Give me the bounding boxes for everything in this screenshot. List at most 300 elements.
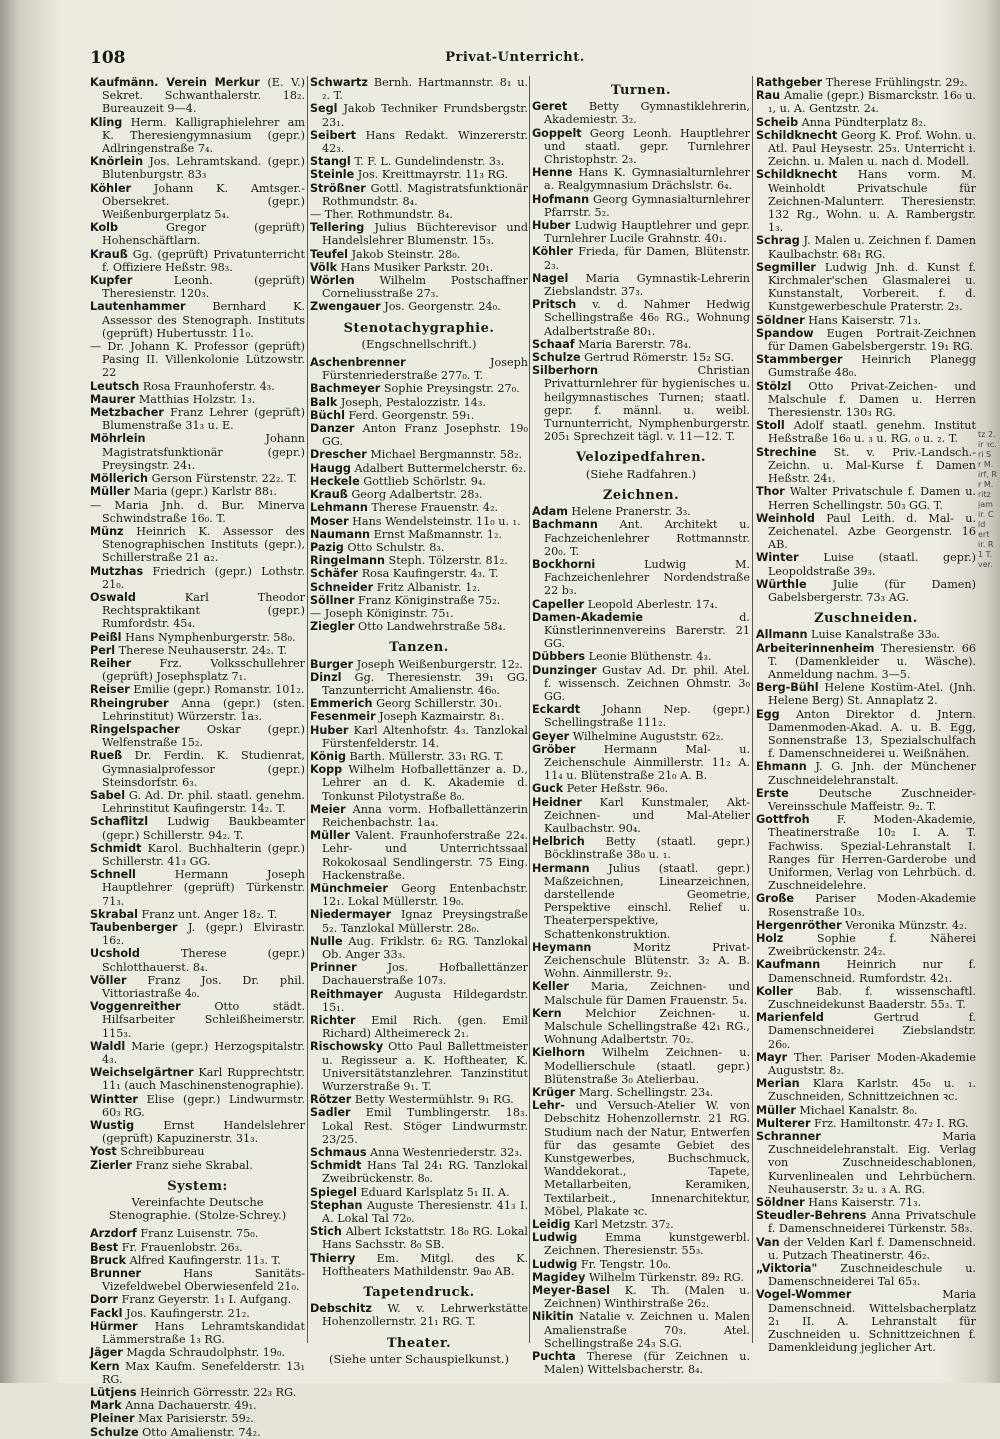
list-item: Strechine St. v. Priv.-Landsch.-Zeichn. u. Mal-Kurse f. Damen Heßstr. 24₁. bbox=[756, 445, 976, 486]
list-item bbox=[310, 102, 528, 128]
entry-name: Leidig bbox=[532, 1218, 571, 1232]
list-item bbox=[90, 1227, 305, 1240]
entry-text: Anna vorm. Hofballettänzerin Reichenbachstr. 1a₄. bbox=[322, 802, 528, 829]
list-item: Egg Anton Direktor d. Jntern. Damenmoden-Akad. A. u. B. Egg, Sonnenstraße 13, Spezialschulfach f. Damenschneiderei u. Weißnähen. bbox=[756, 707, 976, 761]
entry-name: Wörlen bbox=[310, 274, 355, 288]
entry-name: Krauß bbox=[90, 247, 128, 261]
entry-text: Heinrich K. Assessor des Stenographischen Instituts (gepr.), Schillerstraße 21 a₂. bbox=[102, 524, 305, 565]
section-heading: Turnen. bbox=[611, 83, 671, 98]
list-item: Müller Michael Kanalstr. 8₀. bbox=[756, 1103, 918, 1117]
list-item: Goppelt Georg Leonh. Hauptlehrer und staatl. gepr. Turnlehrer Christophstr. 2₃. bbox=[532, 126, 750, 167]
entry-text: Gottl. Magistratsfunktionär Rothmundstr. 8₄. bbox=[322, 181, 528, 208]
list-item: Kaufmann Heinrich nur f. Damenschneid. Rumfordstr. 42₁. bbox=[756, 958, 976, 985]
entry-text: Emil Rich. (gen. Emil Richard) Altheimereck 2₁. bbox=[322, 1014, 529, 1041]
entry-name: Söldner bbox=[756, 313, 805, 327]
entry-name: Multerer bbox=[756, 1116, 811, 1130]
list-item: Multerer Frz. Hamiltonstr. 47₂ I. RG. bbox=[756, 1116, 969, 1130]
entry-name: Tellering bbox=[310, 221, 365, 235]
list-item: Van der Velden Karl f. Damenschneid. u. Putzach Theatinerstr. 46₂. bbox=[756, 1235, 976, 1262]
entry-name: Gottfroh bbox=[756, 813, 810, 827]
list-item: Arbeiterinnenheim Theresienstr. 66 T. (Damenkleider u. Wäsche). Anmeldung nachm. 3—5. bbox=[756, 641, 976, 681]
entry-name: Schwartz bbox=[310, 76, 368, 89]
entry-text: Aug. Friklstr. 6₂ RG. Tanzlokal Ob. Anger 33₃. bbox=[322, 934, 528, 961]
entry-text: Betty Westermühlstr. 9₁ RG. bbox=[354, 1093, 514, 1107]
entry-name: Wintter bbox=[90, 1092, 138, 1106]
list-item bbox=[90, 789, 305, 815]
list-item: Schildknecht Hans vorm. M. Weinholdt Privatschule für Zeichnen-Malunterr. Theresienstr. 132 Rg., Wohn. u. A. Rambergstr. 1₃. bbox=[756, 168, 976, 235]
list-item: Segmiller Ludwig Jnh. d. Kunst f. Kirchmaler'schen Glasmalerei u. Kunstanstalt, Vorbereit. f. d. Kunstgewerbeschule Praterstr. 2₃. bbox=[756, 260, 976, 314]
list-item bbox=[90, 1159, 305, 1172]
entry-name: Balk bbox=[310, 395, 338, 409]
entry-name: Lehmann bbox=[310, 501, 368, 515]
entry-text: Franz Luisenstr. 75₀. bbox=[140, 1227, 259, 1241]
entry-text: Wilhelm Hofballettänzer a. D., Lehrer an d. K. Akademie d. Tonkunst Pilotystraße 8₀. bbox=[322, 763, 528, 803]
entry-text: Ignaz Preysingstraße 5₂. Tanzlokal Müllerstr. 28₀. bbox=[322, 908, 528, 935]
entry-name: Yost bbox=[90, 1145, 117, 1159]
entry-name: Winter bbox=[756, 551, 799, 565]
entry-name: Fackl bbox=[90, 1306, 123, 1320]
edge-fragment: ir. C bbox=[978, 510, 994, 519]
list-item bbox=[310, 1186, 528, 1199]
list-item bbox=[90, 644, 305, 657]
entry-name: Spandow bbox=[756, 326, 814, 340]
entry-name: „Viktoria" bbox=[756, 1262, 818, 1276]
list-item bbox=[90, 631, 305, 644]
entry-name: Mayr bbox=[756, 1050, 788, 1064]
entry-name: Schulze bbox=[532, 351, 581, 365]
list-item bbox=[310, 988, 528, 1014]
entry-text: Fritz Albanistr. 1₂. bbox=[376, 580, 481, 594]
list-item bbox=[90, 697, 305, 723]
entry-text: Emilie (gepr.) Romanstr. 101₂. bbox=[133, 683, 305, 697]
list-item bbox=[90, 472, 305, 485]
entry-text: Jos. Georgenstr. 24₀. bbox=[384, 300, 501, 314]
list-item: Huber Ludwig Hauptlehrer und gepr. Turnlehrer Lucile Grahnstr. 40₁. bbox=[532, 219, 750, 246]
list-item bbox=[310, 221, 528, 247]
list-item bbox=[310, 208, 528, 221]
list-item: Kern Melchior Zeichnen- u. Malschule Schellingstraße 42₁ RG., Wohnung Adalbertstr. 70₂. bbox=[532, 1006, 750, 1047]
edge-fragment: r M. bbox=[978, 480, 994, 489]
section-heading: Tanzen. bbox=[389, 640, 449, 656]
list-item bbox=[90, 406, 305, 432]
entry-text: Karol. Buchhalterin (gepr.) Schillerstr. 41₃ GG. bbox=[102, 841, 305, 868]
entry-text: Hans Tal 24₁ RG. Tanzlokal Zweibrückenstr. 8₀. bbox=[322, 1159, 528, 1186]
edge-fragment: 1 T. bbox=[978, 550, 993, 559]
entry-name: Nikitin bbox=[532, 1310, 574, 1324]
entry-name: Holz bbox=[756, 932, 784, 945]
entry-name: Kaufmänn. Verein Merkur bbox=[90, 76, 260, 89]
list-item bbox=[310, 671, 528, 697]
list-item bbox=[90, 182, 305, 222]
entry-name: Aschenbrenner bbox=[310, 356, 406, 370]
section-heading: Velozipedfahren. bbox=[575, 450, 707, 466]
list-item: Steudler-Behrens Anna Privatschule f. Damenschneiderei Türkenstr. 58₃. bbox=[756, 1209, 976, 1236]
entry-name: Dinzl bbox=[310, 670, 342, 684]
entry-name: Münchmeier bbox=[310, 881, 388, 895]
entry-name: Kopp bbox=[310, 763, 343, 777]
list-item: Ehmann J. G. Jnh. der Münchener Zuschneidelehranstalt. bbox=[756, 760, 976, 787]
entry-text: Hans Musiker Parkstr. 20₁. bbox=[340, 260, 494, 274]
entry-text: Emil Tumblingerstr. 18₃. Lokal Rest. Stöger Lindwurmstr. 23/25. bbox=[322, 1106, 528, 1146]
entry-name: Helbrich bbox=[532, 835, 585, 849]
entry-name: Kern bbox=[532, 1006, 562, 1020]
list-item bbox=[310, 581, 528, 594]
entry-name: Schneider bbox=[310, 580, 374, 594]
entry-name: Weichselgärtner bbox=[90, 1066, 194, 1080]
list-item bbox=[90, 1040, 305, 1066]
edge-fragment: irf, R bbox=[978, 470, 997, 479]
entry-text: Franz Lehrer (geprüft) Blumenstraße 31₃ u. E. bbox=[102, 406, 305, 433]
list-item bbox=[310, 710, 528, 723]
entry-name: Huber bbox=[532, 219, 571, 233]
list-item bbox=[90, 723, 305, 749]
list-item: Söldner Hans Kaiserstr. 71₃. bbox=[756, 1196, 922, 1210]
entry-name: Kielhorn bbox=[532, 1046, 586, 1060]
entry-text: Elise (gepr.) Lindwurmstr. 60₃ RG. bbox=[102, 1092, 305, 1119]
entry-name: Strößner bbox=[310, 181, 366, 195]
list-item: Leidig Karl Metzstr. 37₂. bbox=[532, 1218, 674, 1232]
entry-name: Söllner bbox=[310, 593, 355, 607]
entry-text: Schreibbureau bbox=[120, 1145, 205, 1159]
edge-fragment: ri S bbox=[978, 450, 992, 459]
entry-text: Hans Nymphenburgerstr. 58₀. bbox=[125, 630, 296, 644]
entry-text: J. (gepr.) Elvirastr. 16₂. bbox=[102, 921, 305, 948]
list-item bbox=[90, 1066, 305, 1092]
entry-text: Anton Franz Josephstr. 19₀ GG. bbox=[322, 422, 528, 449]
list-item: Geyer Wilhelmine Auguststr. 62₂. bbox=[532, 729, 724, 743]
list-item bbox=[310, 409, 528, 422]
list-item bbox=[310, 658, 528, 671]
entry-name: Geyer bbox=[532, 729, 570, 743]
entry-name: Thor bbox=[756, 485, 785, 499]
list-item: Rau Amalie (gepr.) Bismarckstr. 16₀ u. ₁, u. A. Gentzstr. 2₄. bbox=[756, 89, 976, 116]
column-4 bbox=[756, 76, 976, 1363]
entry-name: Ludwig bbox=[532, 1257, 578, 1271]
entry-list bbox=[310, 76, 528, 314]
entry-name: Steudler-Behrens bbox=[756, 1209, 867, 1223]
entry-text: — Maria Jnh. d. Bur. Minerva Schwindstraße 16₀. T. bbox=[90, 498, 305, 525]
entry-text: Albert Ickstattstr. 18₀ RG. Lokal Hans Sachsstr. 8₀ SB. bbox=[322, 1225, 528, 1252]
list-item bbox=[90, 393, 305, 406]
entry-name: Heymann bbox=[532, 940, 592, 954]
running-head: Privat-Unterricht. bbox=[445, 50, 585, 65]
entry-text: Steph. Tölzerstr. 81₂. bbox=[388, 554, 508, 568]
section-heading: Zuschneiden. bbox=[814, 611, 918, 627]
adjacent-page-edge bbox=[978, 430, 998, 570]
list-item: Hergenröther Veronika Münzstr. 4₂. bbox=[756, 918, 968, 932]
entry-name: Rueß bbox=[90, 749, 123, 763]
entry-text: Otto Landwehrstraße 58₄. bbox=[358, 620, 506, 634]
list-item bbox=[90, 380, 305, 393]
entry-text: Hans Wendelsteinstr. 11₀ u. ₁. bbox=[352, 514, 521, 528]
list-item bbox=[90, 155, 305, 181]
entry-name: Allmann bbox=[756, 628, 808, 642]
entry-text: Karl Rupprechtstr. 11₁ (auch Maschinenstenographie). bbox=[102, 1066, 306, 1093]
list-item: Würthle Julie (für Damen) Gabelsbergerstr. 73₃ AG. bbox=[756, 577, 976, 604]
list-item bbox=[90, 908, 305, 921]
entry-text: Augusta Hildegardstr. 15₁. bbox=[322, 987, 529, 1014]
entry-name: Reithmayer bbox=[310, 987, 383, 1001]
list-item bbox=[90, 1000, 305, 1040]
list-item bbox=[310, 488, 528, 501]
entry-text: Karl Theodor Rechtspraktikant (gepr.) Rumfordstr. 45₄. bbox=[102, 590, 305, 631]
list-item bbox=[310, 1106, 528, 1146]
list-item bbox=[90, 565, 305, 591]
edge-fragment: r M. bbox=[978, 460, 994, 469]
section-heading: Stenotachygraphie. bbox=[343, 320, 495, 336]
entry-name: Würthle bbox=[756, 577, 807, 591]
entry-text: Ernst Maßmannstr. 1₂. bbox=[373, 527, 503, 541]
entry-name: Richter bbox=[310, 1014, 356, 1028]
column-divider bbox=[752, 76, 753, 1343]
entry-text: Franz Jos. Dr. phil. Vittoriastraße 4₀. bbox=[102, 973, 305, 1001]
entry-text: Gg. Theresienstr. 39₁ GG. Tanzunterricht Amalienstr. 46₀. bbox=[322, 670, 529, 697]
entry-text: T. F. L. Gundelindenstr. 3₃. bbox=[354, 155, 505, 169]
list-item bbox=[310, 750, 528, 763]
entry-list bbox=[310, 658, 528, 1279]
list-item bbox=[310, 882, 528, 908]
entry-text: — Joseph Königinstr. 75₁. bbox=[310, 606, 454, 620]
entry-text: Therese (gepr.) Schlotthauerst. 8₄. bbox=[102, 947, 305, 974]
entry-name: Burger bbox=[310, 657, 354, 671]
entry-text: Franz Königinstraße 75₂. bbox=[358, 593, 501, 607]
entry-text: Max Parisierstr. 59₂. bbox=[138, 1412, 254, 1426]
list-item: Scheib Anna Pündterplatz 8₂. bbox=[756, 115, 927, 129]
list-item: Erste Deutsche Zuschneider-Vereinsschule Maffeistr. 9₂. T. bbox=[756, 786, 976, 813]
entry-name: Bachmann bbox=[532, 518, 598, 532]
list-item: Nagel Maria Gymnastik-Lehrerin Ziebslandstr. 37₃. bbox=[532, 271, 750, 299]
list-item bbox=[310, 462, 528, 475]
list-item: Vogel-Wommer Maria Damenschneid. Wittelsbacherplatz 2₁ II. A. Lehranstalt für Zuschneiden u. Schnittzeichnen f. Damenkleidung jeglicher Art. bbox=[756, 1288, 976, 1355]
entry-name: Heckele bbox=[310, 474, 360, 488]
entry-name: Niedermayer bbox=[310, 908, 392, 922]
entry-name: Söldner bbox=[756, 1196, 805, 1210]
section-subheading: (Siehe Radfahren.) bbox=[585, 466, 697, 481]
list-item bbox=[90, 1254, 305, 1267]
entry-name: Van bbox=[756, 1235, 780, 1249]
entry-text: Johann K. Amtsger.-Obersekret. (gepr.) Weißenburgerplatz 5₄. bbox=[102, 181, 305, 222]
entry-name: Jäger bbox=[90, 1346, 123, 1360]
list-item bbox=[90, 683, 305, 696]
entry-name: Kling bbox=[90, 115, 123, 129]
entry-text: Jos. Hofballettänzer Dachauerstraße 107₃. bbox=[322, 961, 529, 988]
section-subheading: (Siehe unter Schauspielkunst.) bbox=[329, 1351, 509, 1366]
list-item: Geret Betty Gymnastiklehrerin, Akademiestr. 3₂. bbox=[532, 100, 750, 127]
list-item bbox=[310, 961, 528, 987]
list-item: Stammberger Heinrich Planegg Gumstraße 48₀. bbox=[756, 353, 976, 380]
entry-text: Ferd. Georgenstr. 59₁. bbox=[348, 408, 475, 422]
list-item bbox=[90, 1386, 305, 1399]
entry-name: Stangl bbox=[310, 155, 351, 169]
entry-text: Maria (gepr.) Karlstr 88₁. bbox=[133, 485, 277, 499]
list-item bbox=[310, 515, 528, 528]
list-item bbox=[310, 1225, 528, 1251]
entry-name: Gröber bbox=[532, 742, 576, 756]
list-item bbox=[90, 1346, 305, 1359]
entry-text: Bernh. Hartmannstr. 8₁ u. ₂. T. bbox=[322, 76, 528, 103]
entry-name: Taubenberger bbox=[90, 921, 178, 934]
entry-name: Fesenmeir bbox=[310, 710, 376, 724]
entry-name: Teufel bbox=[310, 247, 348, 261]
entry-text: Joseph, Pestalozzistr. 14₃. bbox=[340, 395, 486, 409]
entry-name: Berg-Bühl bbox=[756, 681, 819, 695]
entry-text: Barth. Müllerstr. 33₁ RG. T. bbox=[349, 749, 504, 763]
entry-text: Valent. Fraunhoferstraße 22₄. Lehr- und Unterrichtssaal Rokokosaal Sendlingerstr. 75 Eing. Hackenstraße. bbox=[322, 829, 528, 882]
entry-text: Fr. Frauenlobstr. 26₃. bbox=[121, 1240, 243, 1254]
entry-text: W. v. Lehrwerkstätte Hohenzollernstr. 21₁ RG. T. bbox=[322, 1302, 528, 1329]
list-item bbox=[310, 935, 528, 961]
entry-text: Frz. Volksschullehrer (geprüft) Josephsplatz 7₁. bbox=[102, 656, 306, 684]
list-item bbox=[310, 1040, 528, 1093]
entry-list bbox=[532, 505, 750, 1376]
edge-fragment: ver. bbox=[978, 560, 993, 569]
section-subheading: (Engschnellschrift.) bbox=[361, 336, 477, 351]
list-item bbox=[310, 501, 528, 514]
entry-text: Georg Entenbachstr. 12₁. Lokal Müllerstr. 19₀. bbox=[322, 881, 529, 909]
entry-text: Jakob Steinstr. 28₀. bbox=[351, 247, 461, 261]
list-item: Henne Hans K. Gymnasialturnlehrer a. Realgymnasium Drächslstr. 6₄. bbox=[532, 166, 750, 193]
edge-fragments bbox=[978, 430, 998, 570]
entry-name: Debschitz bbox=[310, 1302, 372, 1316]
entry-name: Geret bbox=[532, 100, 568, 114]
entry-name: Nagel bbox=[532, 271, 569, 285]
page-header bbox=[90, 48, 940, 72]
list-item bbox=[310, 1093, 528, 1106]
entry-name: Schaflitzl bbox=[90, 815, 149, 829]
entry-text: Magda Schraudolphstr. 19₀. bbox=[126, 1346, 286, 1360]
list-item bbox=[310, 396, 528, 409]
list-item bbox=[310, 300, 528, 313]
entry-name: Schildknecht bbox=[756, 168, 838, 182]
entry-text: Rosa Kaufingerstr. 4₃. T. bbox=[361, 567, 499, 581]
entry-text: Hans Sanitäts-Vizefeldwebel Oberwiesenfeld 21₀. bbox=[102, 1267, 305, 1294]
list-item: Adam Helene Pranerstr. 3₃. bbox=[532, 505, 691, 519]
entry-name: Koller bbox=[756, 984, 793, 998]
list-item bbox=[310, 541, 528, 554]
entry-name: Sabel bbox=[90, 788, 126, 802]
entry-name: Pazig bbox=[310, 540, 344, 554]
list-item: Hofmann Georg Gymnasialturnlehrer Pfarrstr. 5₂. bbox=[532, 192, 750, 219]
list-item: Capeller Leopold Aberlestr. 17₄. bbox=[532, 597, 718, 611]
edge-fragment: ritz bbox=[978, 490, 991, 499]
entry-name: Danzer bbox=[310, 422, 355, 436]
list-item bbox=[90, 1267, 305, 1293]
entry-name: Merian bbox=[756, 1077, 800, 1091]
entry-text: Dr. Ferdin. K. Studienrat, Gymnasialprofessor (gepr.) Steinsdorfstr. 6₃. bbox=[102, 749, 305, 789]
entry-name: Arzdorf bbox=[90, 1227, 137, 1241]
entry-name: Stoll bbox=[756, 419, 785, 433]
entry-name: Skrabal bbox=[90, 907, 138, 921]
list-item: Pritsch v. d. Nahmer Hedwig Schellingstraße 46₀ RG., Wohnung Adalbertstraße 80₁. bbox=[532, 298, 750, 338]
entry-name: Ziegler bbox=[310, 620, 355, 634]
list-item bbox=[90, 1320, 305, 1346]
column-1 bbox=[90, 76, 306, 1439]
list-item bbox=[310, 76, 528, 102]
entry-name: Reiher bbox=[90, 656, 132, 670]
entry-name: Steinle bbox=[310, 168, 355, 182]
list-item bbox=[90, 1412, 305, 1425]
entry-name: Krüger bbox=[532, 1086, 576, 1100]
entry-name: Lehr- bbox=[532, 1099, 565, 1113]
entry-name: Waldl bbox=[90, 1039, 126, 1053]
entry-name: Rischowsky bbox=[310, 1040, 384, 1054]
list-item: Heymann Moritz Privat-Zeichenschule Blütenstr. 3₂ A. B. Wohn. Ainmillerstr. 9₂. bbox=[532, 940, 750, 981]
page-number: 108 bbox=[90, 48, 126, 68]
entry-text: Otto Paul Ballettmeister u. Regisseur a. K. Hoftheater, K. Universitätstanzlehrer. Tanzinstitut Wurzerstraße 9₁. T. bbox=[322, 1040, 528, 1094]
list-item bbox=[90, 248, 305, 274]
entry-name: Leutsch bbox=[90, 379, 140, 393]
entry-text: Otto Amalienstr. 74₂. bbox=[142, 1425, 261, 1439]
list-item bbox=[90, 921, 305, 947]
entry-name: Zwengauer bbox=[310, 300, 381, 314]
entry-name: Guck bbox=[532, 782, 564, 796]
entry-name: Rötzer bbox=[310, 1093, 352, 1107]
entry-name: Henne bbox=[532, 166, 573, 180]
entry-text: Adalbert Buttermelcherstr. 6₂. bbox=[354, 461, 527, 475]
edge-fragment: tz 2. bbox=[978, 430, 996, 439]
entry-name: Capeller bbox=[532, 597, 585, 611]
entry-name: Spiegel bbox=[310, 1185, 357, 1199]
entry-text: Ludwig Baukbeamter (gepr.) Schillerstr. 94₂. T. bbox=[102, 815, 305, 842]
list-item bbox=[310, 829, 528, 882]
entry-name: Naumann bbox=[310, 527, 371, 541]
entry-text: Heinrich Görresstr. 22₃ RG. bbox=[140, 1385, 297, 1399]
list-item bbox=[310, 248, 528, 261]
edge-fragment: ir. R bbox=[978, 540, 994, 549]
entry-name: Kolb bbox=[90, 221, 119, 235]
entry-text: Gerson Fürstenstr. 22₂. T. bbox=[151, 472, 297, 486]
list-item bbox=[310, 129, 528, 155]
entry-name: Stich bbox=[310, 1225, 342, 1239]
list-item bbox=[310, 1014, 528, 1040]
list-item bbox=[90, 749, 305, 789]
entry-name: Bockhorni bbox=[532, 557, 596, 571]
entry-text: Julius Büchterevisor und Handelslehrer Blumenstr. 15₃. bbox=[322, 221, 528, 248]
entry-name: Möllerich bbox=[90, 472, 149, 486]
list-item bbox=[310, 554, 528, 567]
list-item: Magidey Wilhelm Türkenstr. 89₂ RG. bbox=[532, 1270, 744, 1284]
entry-text: Auguste Theresienstr. 41₃ I. A. Lokal Tal 72₀. bbox=[322, 1198, 528, 1226]
list-item bbox=[310, 1146, 528, 1159]
list-item bbox=[310, 908, 528, 934]
entry-name: Meier bbox=[310, 802, 346, 816]
entry-text: — Dr. Johann K. Professor (geprüft) Pasing II. Villenkolonie Lützowstr. 22 bbox=[90, 340, 305, 380]
list-item bbox=[310, 274, 528, 300]
list-item bbox=[90, 432, 305, 472]
entry-text: Jakob Techniker Frundsbergstr. 23₁. bbox=[322, 102, 528, 129]
list-item: Damen-Akademie d. Künstlerinnenvereins Barerstr. 21 GG. bbox=[532, 610, 750, 651]
entry-name: Marienfeld bbox=[756, 1011, 824, 1025]
list-item: Bachmann Ant. Architekt u. Fachzeichenlehrer Rottmannstr. 20₀. T. bbox=[532, 518, 750, 558]
list-item: Meyer-Basel K. Th. (Malen u. Zeichnen) Winthirstraße 26₂. bbox=[532, 1284, 750, 1311]
entry-text: G. Ad. Dr. phil. staatl. genehm. Lehrinstitut Kaufingerstr. 14₂. T. bbox=[102, 788, 305, 816]
list-item: Gottfroh F. Moden-Akademie, Theatinerstraße 10₂ I. A. T. Fachwiss. Spezial-Lehranstalt I. Ranges für Herren-Garderobe und Uniformen, Verlag von Lehrbüch. d. Zuschneidelehre. bbox=[756, 813, 976, 893]
entry-text: Joseph Fürstenriederstraße 277₀. T. bbox=[322, 356, 528, 383]
list-item bbox=[90, 1360, 305, 1386]
list-item bbox=[310, 763, 528, 803]
entry-name: Müller bbox=[90, 485, 130, 499]
entry-text: Anna (gepr.) (sten. Lehrinstitut) Würzerstr. 1a₃. bbox=[102, 696, 305, 723]
entry-name: Ringelspacher bbox=[90, 722, 180, 736]
list-item: Koller Bab. f. wissenschaftl. Zuschneidekunst Baaderstr. 55₃. T. bbox=[756, 984, 976, 1012]
list-item bbox=[90, 1426, 305, 1439]
entry-name: Emmerich bbox=[310, 697, 373, 711]
entry-name: Reiser bbox=[90, 683, 130, 697]
entry-text: Wilhelm Postschaffner Corneliusstraße 27₃. bbox=[322, 274, 529, 301]
edge-fragment: ert bbox=[978, 530, 990, 539]
list-item bbox=[90, 274, 305, 300]
entry-name: Prinner bbox=[310, 961, 357, 975]
